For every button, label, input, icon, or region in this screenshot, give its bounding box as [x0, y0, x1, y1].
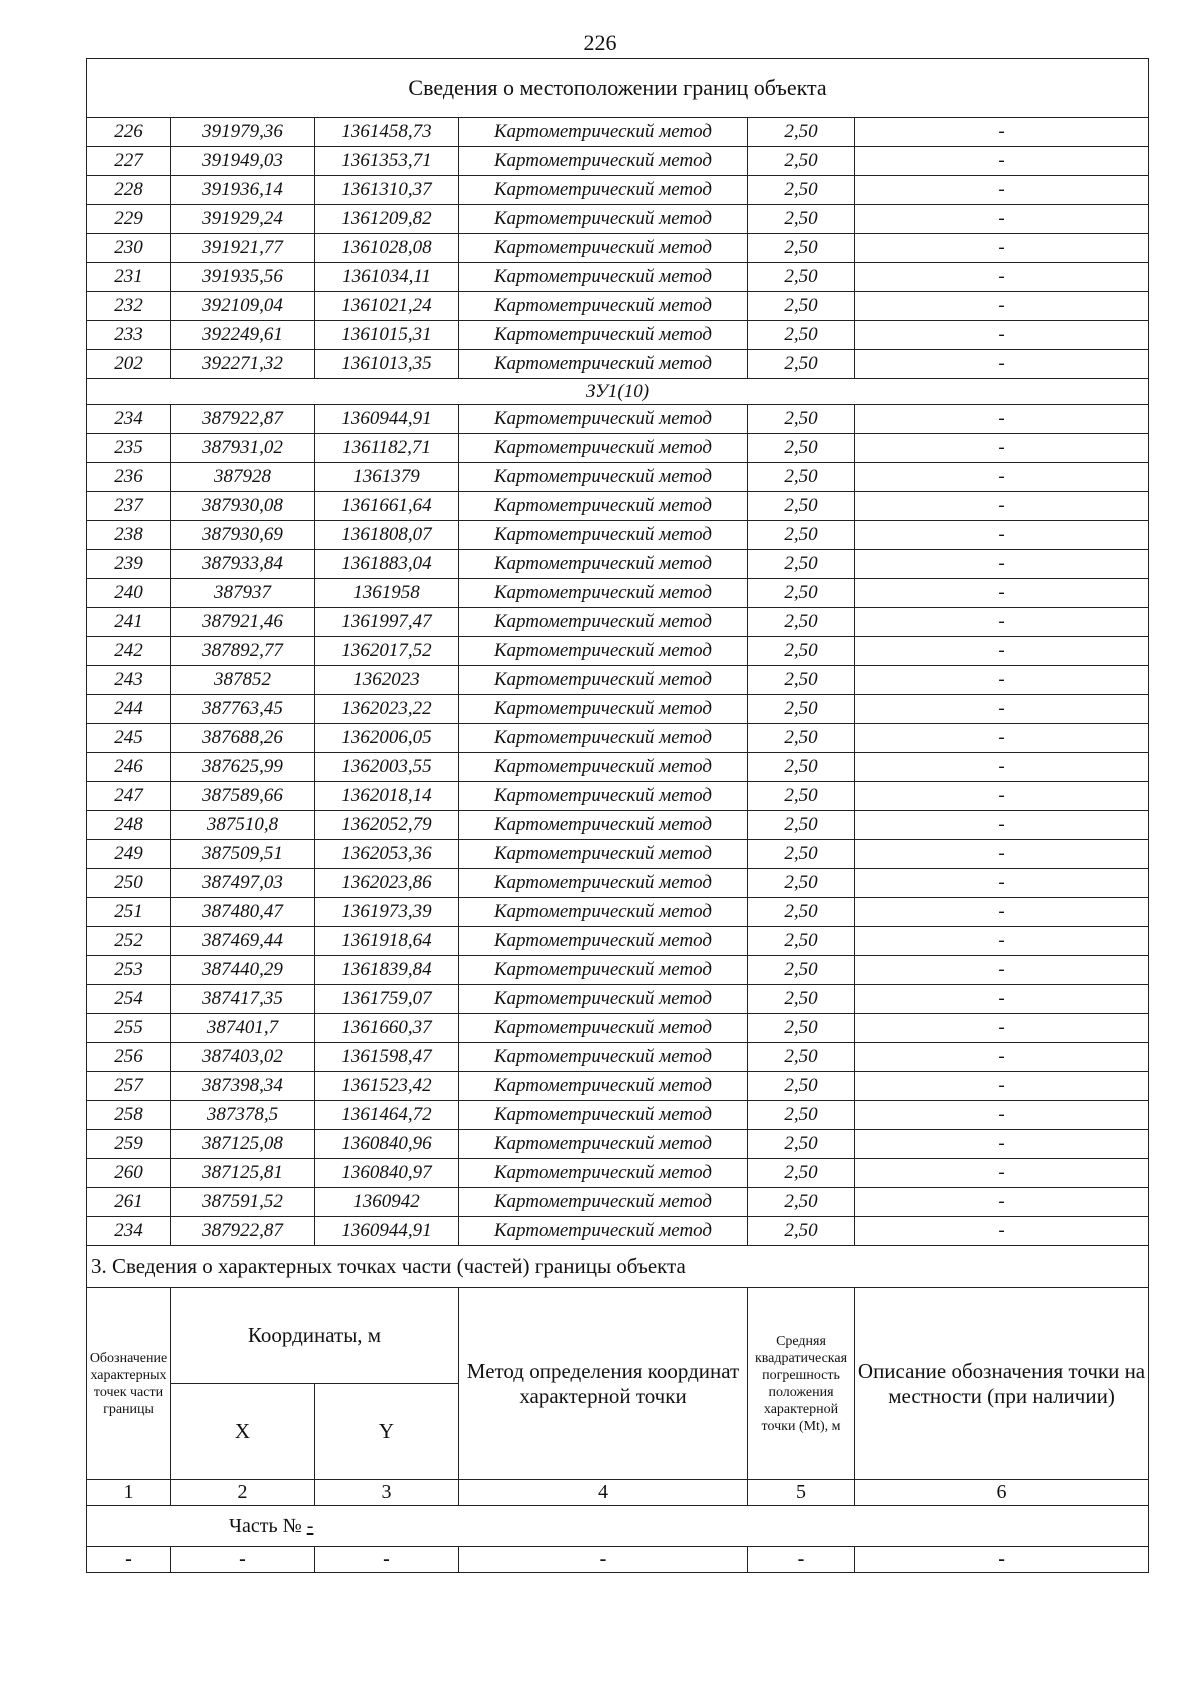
table-cell: Картометрический метод: [459, 840, 748, 869]
table-cell: -: [855, 840, 1149, 869]
table-cell: Картометрический метод: [459, 263, 748, 292]
table-cell: -: [855, 521, 1149, 550]
table-cell: 239: [87, 550, 171, 579]
table-cell: 2,50: [748, 321, 855, 350]
table-cell: Картометрический метод: [459, 492, 748, 521]
table-cell: -: [855, 1159, 1149, 1188]
table-cell: -: [87, 1547, 171, 1573]
part-label: Часть №: [229, 1514, 302, 1537]
table-cell: 1362003,55: [315, 753, 459, 782]
header-y: Y: [315, 1384, 459, 1480]
header-mt: Средняя квадратическая погрешность положения характерной точки (Mt), м: [748, 1288, 855, 1480]
table-cell: 2,50: [748, 753, 855, 782]
table-cell: 387378,5: [171, 1101, 315, 1130]
table-cell: 228: [87, 176, 171, 205]
table-cell: -: [171, 1547, 315, 1573]
table-cell: -: [855, 1130, 1149, 1159]
table-cell: 1361209,82: [315, 205, 459, 234]
table-cell: 1361661,64: [315, 492, 459, 521]
column-numbers-row: [87, 1480, 1149, 1506]
table-cell: -: [315, 1547, 459, 1573]
table-cell: 387937: [171, 579, 315, 608]
table-cell: 387417,35: [171, 985, 315, 1014]
table-cell: -: [855, 1547, 1149, 1573]
table-row: [87, 840, 1149, 869]
table-cell: 2,50: [748, 985, 855, 1014]
table-cell: 1360840,96: [315, 1130, 459, 1159]
table-cell: 257: [87, 1072, 171, 1101]
table-cell: 2,50: [748, 579, 855, 608]
table-cell: 1362017,52: [315, 637, 459, 666]
table-cell: -: [855, 869, 1149, 898]
table-cell: 391935,56: [171, 263, 315, 292]
table-cell: 387933,84: [171, 550, 315, 579]
table-row: [87, 666, 1149, 695]
table-cell: 258: [87, 1101, 171, 1130]
table-cell: -: [855, 205, 1149, 234]
table-cell: 387401,7: [171, 1014, 315, 1043]
table-cell: Картометрический метод: [459, 118, 748, 147]
table-cell: Картометрический метод: [459, 782, 748, 811]
table-cell: 1360944,91: [315, 405, 459, 434]
table-cell: 1361973,39: [315, 898, 459, 927]
table-cell: 387921,46: [171, 608, 315, 637]
table-cell: 1362023: [315, 666, 459, 695]
column-number: 5: [748, 1480, 855, 1506]
table-cell: 2,50: [748, 350, 855, 379]
table-cell: -: [855, 608, 1149, 637]
table-row: [87, 118, 1149, 147]
table-cell: 253: [87, 956, 171, 985]
table-cell: 1361997,47: [315, 608, 459, 637]
table-cell: 1360942: [315, 1188, 459, 1217]
header-coordinates: Координаты, м: [171, 1288, 459, 1384]
table-cell: 234: [87, 1217, 171, 1246]
table-cell: 241: [87, 608, 171, 637]
table-cell: -: [855, 118, 1149, 147]
table-row: [87, 550, 1149, 579]
table-cell: -: [855, 1217, 1149, 1246]
table-cell: 1360944,91: [315, 1217, 459, 1246]
table-cell: Картометрический метод: [459, 1014, 748, 1043]
table-row: [87, 521, 1149, 550]
table-cell: -: [855, 550, 1149, 579]
table-cell: 245: [87, 724, 171, 753]
table-cell: 387931,02: [171, 434, 315, 463]
table-cell: 232: [87, 292, 171, 321]
table-row: [87, 782, 1149, 811]
table-cell: 1361660,37: [315, 1014, 459, 1043]
table-cell: 240: [87, 579, 171, 608]
group1-rows: [87, 118, 1149, 379]
table-cell: 387125,81: [171, 1159, 315, 1188]
boundary-table: [86, 58, 1149, 1573]
table-cell: 2,50: [748, 1014, 855, 1043]
column-number: 1: [87, 1480, 171, 1506]
table-cell: 1361808,07: [315, 521, 459, 550]
table-cell: 1361034,11: [315, 263, 459, 292]
table-cell: 1360840,97: [315, 1159, 459, 1188]
table-cell: Картометрический метод: [459, 176, 748, 205]
table-cell: -: [855, 985, 1149, 1014]
table-row: [87, 1159, 1149, 1188]
table-cell: Картометрический метод: [459, 350, 748, 379]
table-cell: 1362052,79: [315, 811, 459, 840]
table-cell: 226: [87, 118, 171, 147]
table-cell: 248: [87, 811, 171, 840]
empty-part-row: [87, 1547, 1149, 1573]
table-cell: Картометрический метод: [459, 695, 748, 724]
table-cell: 2,50: [748, 118, 855, 147]
table-cell: Картометрический метод: [459, 753, 748, 782]
table-cell: 391949,03: [171, 147, 315, 176]
table-cell: 1361759,07: [315, 985, 459, 1014]
table-cell: 1362053,36: [315, 840, 459, 869]
table-cell: -: [855, 811, 1149, 840]
table-cell: Картометрический метод: [459, 1217, 748, 1246]
table-cell: Картометрический метод: [459, 405, 748, 434]
table-cell: -: [855, 898, 1149, 927]
table-cell: 250: [87, 869, 171, 898]
table-cell: 234: [87, 405, 171, 434]
table-row: [87, 434, 1149, 463]
table-cell: 255: [87, 1014, 171, 1043]
table-cell: 387589,66: [171, 782, 315, 811]
table-cell: 243: [87, 666, 171, 695]
table-row: [87, 1130, 1149, 1159]
group2-rows: [87, 405, 1149, 1246]
table-cell: -: [855, 579, 1149, 608]
table-cell: 2,50: [748, 608, 855, 637]
table-cell: Картометрический метод: [459, 521, 748, 550]
header-description: Описание обозначения точки на местности (при наличии): [855, 1288, 1149, 1480]
table-cell: 2,50: [748, 176, 855, 205]
table-cell: 202: [87, 350, 171, 379]
table-cell: Картометрический метод: [459, 1188, 748, 1217]
table-cell: 260: [87, 1159, 171, 1188]
table-row: [87, 898, 1149, 927]
table-cell: 2,50: [748, 1188, 855, 1217]
table-cell: Картометрический метод: [459, 956, 748, 985]
table-cell: Картометрический метод: [459, 579, 748, 608]
table-row: [87, 350, 1149, 379]
table-cell: -: [855, 666, 1149, 695]
table-row: [87, 608, 1149, 637]
table-cell: -: [855, 405, 1149, 434]
table-cell: 2,50: [748, 956, 855, 985]
table-cell: 1361310,37: [315, 176, 459, 205]
table-cell: 2,50: [748, 840, 855, 869]
table-cell: -: [855, 234, 1149, 263]
table-row: [87, 1043, 1149, 1072]
table-cell: 252: [87, 927, 171, 956]
table-cell: 261: [87, 1188, 171, 1217]
table-cell: -: [855, 724, 1149, 753]
table-cell: 387510,8: [171, 811, 315, 840]
table-row: [87, 321, 1149, 350]
table-cell: Картометрический метод: [459, 434, 748, 463]
table-cell: Картометрический метод: [459, 927, 748, 956]
table-cell: 242: [87, 637, 171, 666]
table-cell: 387928: [171, 463, 315, 492]
table-cell: -: [855, 1101, 1149, 1130]
table-cell: 1361598,47: [315, 1043, 459, 1072]
table-cell: 227: [87, 147, 171, 176]
table-cell: 1361353,71: [315, 147, 459, 176]
table-row: [87, 1072, 1149, 1101]
table-row: [87, 234, 1149, 263]
table-row: [87, 1217, 1149, 1246]
table-cell: 229: [87, 205, 171, 234]
table-cell: -: [855, 147, 1149, 176]
table-cell: -: [855, 695, 1149, 724]
table-cell: 1361918,64: [315, 927, 459, 956]
table-cell: 1361182,71: [315, 434, 459, 463]
table-cell: 2,50: [748, 898, 855, 927]
table-cell: Картометрический метод: [459, 321, 748, 350]
table-cell: 246: [87, 753, 171, 782]
header-point-designation: Обозначение характерных точек части границы: [87, 1288, 171, 1480]
table-cell: 392249,61: [171, 321, 315, 350]
table-cell: 387125,08: [171, 1130, 315, 1159]
table-row: [87, 463, 1149, 492]
table-cell: -: [855, 927, 1149, 956]
table-cell: 2,50: [748, 869, 855, 898]
table-cell: 392271,32: [171, 350, 315, 379]
table-cell: Картометрический метод: [459, 724, 748, 753]
table-row: [87, 869, 1149, 898]
table-cell: 1361839,84: [315, 956, 459, 985]
table-cell: 387922,87: [171, 1217, 315, 1246]
table-cell: 1361958: [315, 579, 459, 608]
table-cell: Картометрический метод: [459, 666, 748, 695]
table-cell: -: [855, 1014, 1149, 1043]
table-cell: 2,50: [748, 637, 855, 666]
table-cell: 231: [87, 263, 171, 292]
table-cell: 237: [87, 492, 171, 521]
table-cell: 247: [87, 782, 171, 811]
table-cell: 387509,51: [171, 840, 315, 869]
table-cell: 1361379: [315, 463, 459, 492]
table-cell: 251: [87, 898, 171, 927]
table-cell: 235: [87, 434, 171, 463]
table-cell: Картометрический метод: [459, 1130, 748, 1159]
table-cell: 387398,34: [171, 1072, 315, 1101]
table-cell: 236: [87, 463, 171, 492]
header-method: Метод определения координат характерной точки: [459, 1288, 748, 1480]
table-cell: 2,50: [748, 1101, 855, 1130]
table-cell: Картометрический метод: [459, 898, 748, 927]
table-cell: 387469,44: [171, 927, 315, 956]
table-row: [87, 263, 1149, 292]
table-cell: -: [855, 1072, 1149, 1101]
table-cell: -: [855, 176, 1149, 205]
table-cell: 2,50: [748, 724, 855, 753]
header-x: X: [171, 1384, 315, 1480]
table-cell: Картометрический метод: [459, 147, 748, 176]
table-cell: 387403,02: [171, 1043, 315, 1072]
table-row: [87, 1014, 1149, 1043]
table-cell: 1362023,22: [315, 695, 459, 724]
table-cell: 259: [87, 1130, 171, 1159]
table-cell: -: [855, 263, 1149, 292]
table-cell: -: [855, 292, 1149, 321]
table-cell: 2,50: [748, 263, 855, 292]
table-cell: 2,50: [748, 463, 855, 492]
table-cell: 2,50: [748, 492, 855, 521]
table-row: [87, 579, 1149, 608]
table-cell: -: [855, 350, 1149, 379]
table-cell: 387497,03: [171, 869, 315, 898]
table-cell: 1361883,04: [315, 550, 459, 579]
table-cell: Картометрический метод: [459, 608, 748, 637]
table-row: [87, 753, 1149, 782]
table-cell: -: [855, 753, 1149, 782]
table-row: [87, 811, 1149, 840]
table-cell: -: [855, 782, 1149, 811]
table-cell: 1361458,73: [315, 118, 459, 147]
table-row: [87, 492, 1149, 521]
table-cell: Картометрический метод: [459, 637, 748, 666]
table-cell: 387625,99: [171, 753, 315, 782]
table-cell: Картометрический метод: [459, 1159, 748, 1188]
table-row: [87, 405, 1149, 434]
table-cell: 391936,14: [171, 176, 315, 205]
column-number: 2: [171, 1480, 315, 1506]
section3-title: 3. Сведения о характерных точках части (частей) границы объекта: [87, 1246, 1149, 1288]
table-cell: -: [855, 321, 1149, 350]
boundary-table-frame: [86, 58, 1148, 1573]
table-cell: 387688,26: [171, 724, 315, 753]
table-cell: 391929,24: [171, 205, 315, 234]
table-cell: -: [855, 434, 1149, 463]
table-cell: Картометрический метод: [459, 1101, 748, 1130]
table-row: [87, 1188, 1149, 1217]
table-cell: 1361021,24: [315, 292, 459, 321]
table-cell: 254: [87, 985, 171, 1014]
table-cell: -: [855, 1188, 1149, 1217]
table-row: [87, 927, 1149, 956]
table-cell: 387930,08: [171, 492, 315, 521]
table-cell: 1362023,86: [315, 869, 459, 898]
table-cell: 391921,77: [171, 234, 315, 263]
table-cell: 2,50: [748, 1217, 855, 1246]
table-cell: Картометрический метод: [459, 869, 748, 898]
table-cell: 387763,45: [171, 695, 315, 724]
table-cell: 2,50: [748, 550, 855, 579]
table-cell: 1361464,72: [315, 1101, 459, 1130]
table-cell: Картометрический метод: [459, 811, 748, 840]
table-cell: 391979,36: [171, 118, 315, 147]
part-value: -: [306, 1514, 314, 1537]
table-cell: 387922,87: [171, 405, 315, 434]
table-cell: -: [459, 1547, 748, 1573]
part-label-cell: [87, 1506, 1149, 1547]
table-row: [87, 724, 1149, 753]
column-number: 3: [315, 1480, 459, 1506]
table-cell: 249: [87, 840, 171, 869]
table-cell: -: [748, 1547, 855, 1573]
table-cell: 2,50: [748, 147, 855, 176]
table-cell: Картометрический метод: [459, 1072, 748, 1101]
table-cell: Картометрический метод: [459, 550, 748, 579]
table-cell: -: [855, 956, 1149, 985]
table-row: [87, 205, 1149, 234]
column-number: 6: [855, 1480, 1149, 1506]
table-cell: -: [855, 1043, 1149, 1072]
table-cell: 387892,77: [171, 637, 315, 666]
table-cell: 2,50: [748, 927, 855, 956]
table-cell: 387480,47: [171, 898, 315, 927]
table-row: [87, 292, 1149, 321]
table-cell: 1361523,42: [315, 1072, 459, 1101]
table-cell: -: [855, 492, 1149, 521]
table-cell: Картометрический метод: [459, 234, 748, 263]
table-cell: Картометрический метод: [459, 205, 748, 234]
table-cell: 2,50: [748, 292, 855, 321]
column-number: 4: [459, 1480, 748, 1506]
table-cell: Картометрический метод: [459, 463, 748, 492]
table-cell: 387591,52: [171, 1188, 315, 1217]
table-cell: 2,50: [748, 1159, 855, 1188]
table-row: [87, 956, 1149, 985]
table-row: [87, 176, 1149, 205]
table-cell: 1362006,05: [315, 724, 459, 753]
group-label: ЗУ1(10): [87, 379, 1149, 405]
table-cell: Картометрический метод: [459, 1043, 748, 1072]
table-cell: -: [855, 637, 1149, 666]
table-cell: 387930,69: [171, 521, 315, 550]
table-cell: 2,50: [748, 782, 855, 811]
table-cell: 2,50: [748, 695, 855, 724]
table-cell: 1361015,31: [315, 321, 459, 350]
table-title: Сведения о местоположении границ объекта: [87, 59, 1149, 118]
table-row: [87, 985, 1149, 1014]
table-cell: 2,50: [748, 234, 855, 263]
table-cell: 2,50: [748, 666, 855, 695]
table-cell: 2,50: [748, 811, 855, 840]
table-cell: 233: [87, 321, 171, 350]
table-cell: 230: [87, 234, 171, 263]
table-cell: 2,50: [748, 434, 855, 463]
table-cell: 1361013,35: [315, 350, 459, 379]
table-cell: 2,50: [748, 1072, 855, 1101]
table-cell: 387852: [171, 666, 315, 695]
table-cell: 1361028,08: [315, 234, 459, 263]
table-cell: 2,50: [748, 405, 855, 434]
table-cell: 238: [87, 521, 171, 550]
table-cell: 2,50: [748, 205, 855, 234]
table-cell: 387440,29: [171, 956, 315, 985]
table-cell: Картометрический метод: [459, 292, 748, 321]
page-number: 226: [583, 30, 617, 55]
table-cell: 256: [87, 1043, 171, 1072]
table-row: [87, 637, 1149, 666]
table-row: [87, 695, 1149, 724]
table-cell: Картометрический метод: [459, 985, 748, 1014]
table-cell: 244: [87, 695, 171, 724]
table-cell: 2,50: [748, 1043, 855, 1072]
table-cell: -: [855, 463, 1149, 492]
table-row: [87, 147, 1149, 176]
table-cell: 2,50: [748, 1130, 855, 1159]
table-cell: 392109,04: [171, 292, 315, 321]
table-cell: 2,50: [748, 521, 855, 550]
table-row: [87, 1101, 1149, 1130]
table-cell: 1362018,14: [315, 782, 459, 811]
